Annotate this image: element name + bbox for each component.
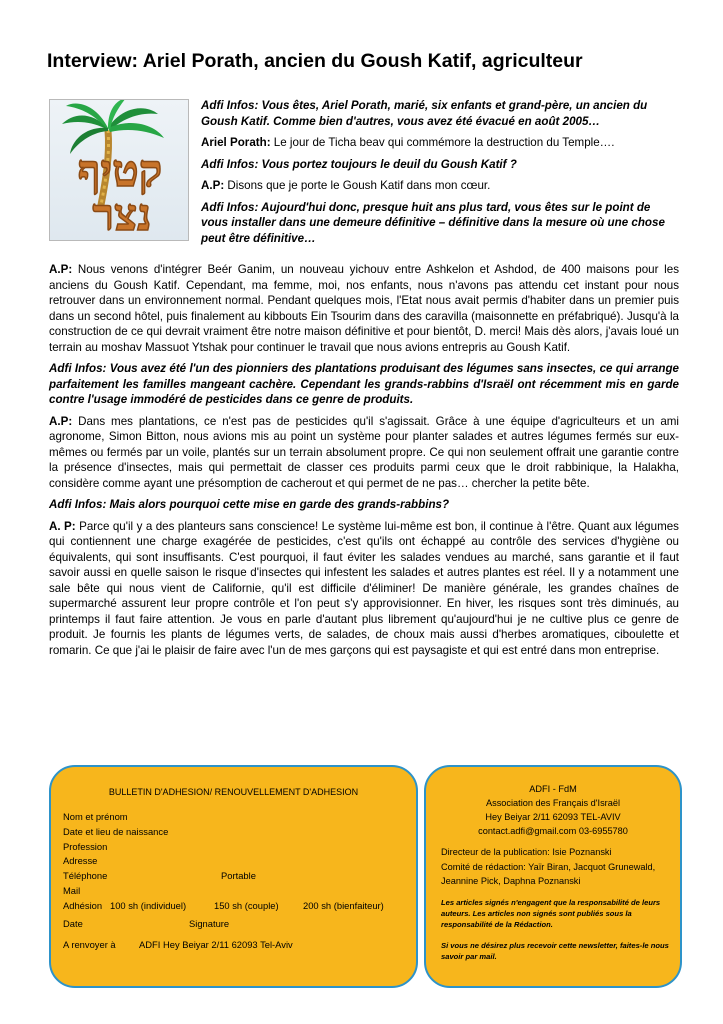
netzer-katif-logo bbox=[49, 99, 189, 241]
body-paragraph: A. P: Parce qu'il y a des planteurs sans conscience! Le système lui-même est bon, il continue à l'être. Quant aux légumes qui contiennent une charge exagérée de pesticides, c'est qu'ils ont échappé au contrôle des services d'hygiène ou équivalents, qui sont insuffisants. C'est pourquoi, il faut éviter les salades vendues au marché, sans garantie et il faut savoir aussi en quelle saison le risque d'insectes qui infestent les salades et autres plantes est réel. Il y a notamment une sale bête qui nous vient de Californie, qu'il est difficile d'éliminer! De manière générale, les grandes chaînes de supermarché assurent leur propre contrôle et l'on peut s'y approvisionner. En hiver, les risques sont très diminués, au printemps il faut faire attention. Je vous en parle d'autant plus librement qu'aujourd'hui je ne cultive plus ce genre de produit. Je fournis les plants de légumes verts, de salades, de choux mais aussi d'herbes aromatiques, ciboulette et romarin. Ce que j'ai le plaisir de faire avec l'un de mes garçons qui est paysagiste et qui est entré dans mon entreprise. bbox=[49, 519, 679, 657]
portable-label: Portable bbox=[221, 870, 256, 882]
unsubscribe-note: Si vous ne désirez plus recevoir cette newsletter, faites-le nous savoir par mail. bbox=[441, 941, 669, 962]
body-paragraph: Adfi Infos: Vous avez été l'un des pionniers des plantations produisant des légumes sans insectes, ce qui arrange parfaitement les familles mangeant cachère. Cependant les grands-rabbins d'Israël ont récemment mis en garde contre l'usage immodéré de pesticides dans ce genre de produits. bbox=[49, 362, 679, 406]
form-field-profession[interactable]: Profession bbox=[63, 840, 108, 852]
palm-logo-icon bbox=[50, 100, 188, 240]
form-field-mail[interactable]: Mail bbox=[63, 884, 81, 896]
form-field-naissance[interactable]: Date et lieu de naissance bbox=[63, 825, 169, 837]
logo-text-line1: קטיף bbox=[77, 146, 163, 197]
membership-form-heading: BULLETIN D'ADHESION/ RENOUVELLEMENT D'ADHESION bbox=[108, 787, 359, 797]
adfi-association: Association des Français d'Israël bbox=[485, 798, 620, 808]
adfi-info-box bbox=[424, 765, 682, 988]
adfi-contact[interactable]: contact.adfi@gmail.com 03-6955780 bbox=[478, 826, 628, 836]
intro-paragraph: A.P: Disons que je porte le Goush Katif dans mon cœur. bbox=[201, 179, 491, 192]
editorial-committee: Comité de rédaction: Yaïr Biran, Jacquot Grunewald, Jeannine Pick, Daphna Poznanski bbox=[441, 862, 656, 886]
form-field-adresse[interactable]: Adresse bbox=[63, 855, 98, 867]
body-paragraph: A.P: Dans mes plantations, ce n'est pas de pesticides qu'il s'agissait. Grâce à une équipe d'agriculteurs et un ami agronome, Simon Bitton, nous avions mis au point un système pour planter salades et autres légumes fermés sur eux-mêmes ou fermés par un voile, plantés sur un terrain absolument propre. Ce qui non seulement offrait une garantie contre la présence d'insectes, mais qui permettait de classer ces produits parmi ceux que le droit rabbinique, la Halakha, considère comme ayant une présomption de cacherout et qui permet de ne pas… chercher la petite bête. bbox=[49, 414, 679, 490]
intro-paragraph: Adfi Infos: Vous portez toujours le deuil du Goush Katif ? bbox=[201, 157, 517, 171]
signature-label: Signature bbox=[189, 917, 230, 929]
interview-body bbox=[49, 262, 679, 664]
publication-director: Directeur de la publication: Isie Poznanski bbox=[441, 847, 612, 857]
date-label: Date bbox=[63, 917, 83, 929]
page-title: Interview: Ariel Porath, ancien du Goush Katif, agriculteur bbox=[47, 50, 583, 72]
body-paragraph: Adfi Infos: Mais alors pourquoi cette mise en garde des grands-rabbins? bbox=[49, 498, 450, 511]
fee-individuel[interactable]: 100 sh (individuel) bbox=[110, 899, 187, 911]
telephone-label: Téléphone bbox=[63, 870, 108, 882]
form-field-adhesion[interactable] bbox=[63, 899, 408, 914]
return-label: A renvoyer à bbox=[63, 939, 116, 951]
membership-form bbox=[63, 810, 408, 953]
intro-paragraph: Ariel Porath: Le jour de Ticha beav qui commémore la destruction du Temple…. bbox=[201, 136, 615, 149]
adhesion-label: Adhésion bbox=[63, 899, 103, 911]
form-field-nom[interactable]: Nom et prénom bbox=[63, 811, 128, 822]
logo-text-line2: נצר bbox=[92, 190, 152, 240]
form-field-telephone[interactable] bbox=[63, 869, 408, 884]
fee-bienfaiteur[interactable]: 200 sh (bienfaiteur) bbox=[303, 899, 384, 911]
interview-intro bbox=[201, 98, 679, 252]
membership-form-box bbox=[49, 765, 418, 988]
disclaimer-note: Les articles signés n'engagent que la responsabilité de leurs auteurs. Les articles non signés sont publiés sous la responsabilité de la Rédaction. bbox=[441, 898, 661, 930]
fee-couple[interactable]: 150 sh (couple) bbox=[214, 899, 279, 911]
adfi-name: ADFI - FdM bbox=[529, 784, 577, 794]
return-address-value: ADFI Hey Beiyar 2/11 62093 Tel-Aviv bbox=[139, 939, 293, 951]
adfi-address: Hey Beiyar 2/11 62093 TEL-AVIV bbox=[485, 812, 621, 822]
intro-paragraph: Adfi Infos: Vous êtes, Ariel Porath, marié, six enfants et grand-père, un ancien du Goush Katif. Comme bien d'autres, vous avez été évacué en août 2005… bbox=[201, 99, 648, 128]
intro-paragraph: Adfi Infos: Aujourd'hui donc, presque huit ans plus tard, vous êtes sur le point de vous installer dans une demeure définitive – définitive dans la mesure où une chose peut être définitive… bbox=[201, 200, 665, 245]
return-address bbox=[63, 938, 408, 953]
body-paragraph: A.P: Nous venons d'intégrer Beér Ganim, un nouveau yichouv entre Ashkelon et Ashdod, de 400 maisons pour les anciens du Goush Katif. Cependant, ma femme, moi, nos enfants, nous n'avons pas attendu cet instant pour nous retrouver dans un environnement normal. Pendant quelques mois, l'Etat nous avait permis d'habiter dans un premier puis dans un second hôtel, puis finalement au kibbouts Ein Tsourim dans des caravilla (maisonnette en préfabriqué). Jusqu'à la construction de ce qui devrait vraiment être notre maison définitive et pour bientôt, D. merci! Mais dès alors, j'avais loué un terrain au moshav Massuot Ytshak pour continuer le travail que nous avions entrepris au Goush Katif. bbox=[49, 263, 679, 354]
form-field-date[interactable] bbox=[63, 917, 408, 932]
